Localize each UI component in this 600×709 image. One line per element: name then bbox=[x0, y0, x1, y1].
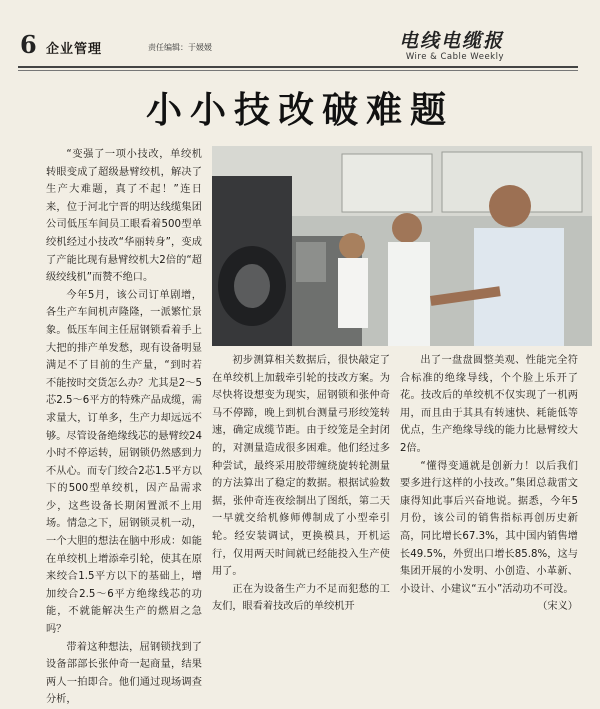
paragraph: 初步测算相关数据后，很快敲定了在单绞机上加载牵引轮的技改方案。为尽快将设想变为现实，屈钢锁和张仲奇马不停蹄，晚上到机台测量弓形绞笼转速，确定成缆节距。由于绞笼是全封闭的，对测量造成很多困难。他们经过多种尝试，最终采用胶带缠绕旋转轮测量的方法算出了稳定的数据。根据试验数据，张仲奇连夜绘制出了图纸，第二天一早就交给机修师傅制成了小型牵引轮。经安装调试，更换模具，开机运行，仅用两天时间就已经能投入生产使用了。 bbox=[212, 355, 390, 578]
paragraph: 出了一盘盘圆整美观、性能完全符合标准的绝缘导线，个个脸上乐开了花。技改后的单绞机不仅实现了一机两用，而且由于其具有转速快、耗能低等优点，生产绝缘导线的能力比悬臂绞大2倍。 bbox=[400, 355, 578, 454]
editor-credit: 责任编辑：于媛媛 bbox=[148, 43, 212, 52]
masthead-english: Wire & Cable Weekly bbox=[405, 52, 504, 62]
article-column-2 bbox=[212, 352, 390, 613]
author-byline: （宋义） bbox=[537, 601, 578, 613]
paragraph: 带着这种想法，屈钢锁找到了设备部部长张仲奇一起商量，结果两人一拍即合。他们通过现场调查分析， bbox=[46, 641, 202, 706]
paragraph: 正在为设备生产力不足而犯愁的工友们，眼看着技改后的单绞机开 bbox=[212, 583, 390, 613]
paragraph: 今年5月，该公司订单剧增，各生产车间机声隆隆，一派繁忙景象。低压车间主任屈钢锁看着手上大把的排产单发愁，现有设备明显满足不了目前的生产量，“到时若不能按时交货怎么办？尤其是2～5芯2.5～6平方的特殊产品成缆，需求量大，订单多，生产力却远远不够。尽管设备绝缘线芯的悬臂绞24小时不停运转，屈钢锁仍然感到力不从心。而专门绞合2芯1.5平方以下的500型单绞机，因产品需求少，这些设备长期闲置派不上用场。情急之下，屈钢锁灵机一动，一个大胆的想法在脑中形成：如能在单绞机上增添牵引轮，使其在原来绞合1.5平方以下的基础上，增加绞合2.5～6平方绝缘线芯的功能，不就能解决生产的燃眉之急吗？ bbox=[46, 289, 202, 636]
section-title: 企业管理 bbox=[46, 42, 103, 57]
article-column-1 bbox=[46, 146, 202, 706]
news-photo bbox=[212, 146, 592, 346]
paragraph: “变强了一项小技改，单绞机转眼变成了超级悬臂绞机，解决了生产大难题，真了不起！”连日来，位于河北宁晋的明达线缆集团公司低压车间员工眼看着500型单绞机经过小技改“华丽转身”，变成了产能比现有悬臂绞机大2倍的“超级绞线机”而赞不绝口。 bbox=[46, 149, 202, 284]
header-rule-thin bbox=[18, 70, 578, 71]
page-header bbox=[0, 0, 600, 68]
paragraph: “懂得变通就是创新力！以后我们要多进行这样的小技改。”集团总裁雷文康得知此事后兴奋地说。据悉，今年5月份，该公司的销售指标再创历史新高，同比增长67.3%，其中国内销售增长49.5%，外贸出口增长85.8%，这与集团开展的小发明、小创造、小革新、小设计、小建议“五小”活动功不可没。 bbox=[400, 460, 578, 595]
page-number: 6 bbox=[20, 30, 37, 59]
article-headline: 小小技改破难题 bbox=[145, 90, 454, 131]
masthead-logo: 电线电缆报 bbox=[398, 30, 504, 52]
article-column-3 bbox=[400, 352, 578, 613]
header-rule bbox=[18, 66, 578, 68]
